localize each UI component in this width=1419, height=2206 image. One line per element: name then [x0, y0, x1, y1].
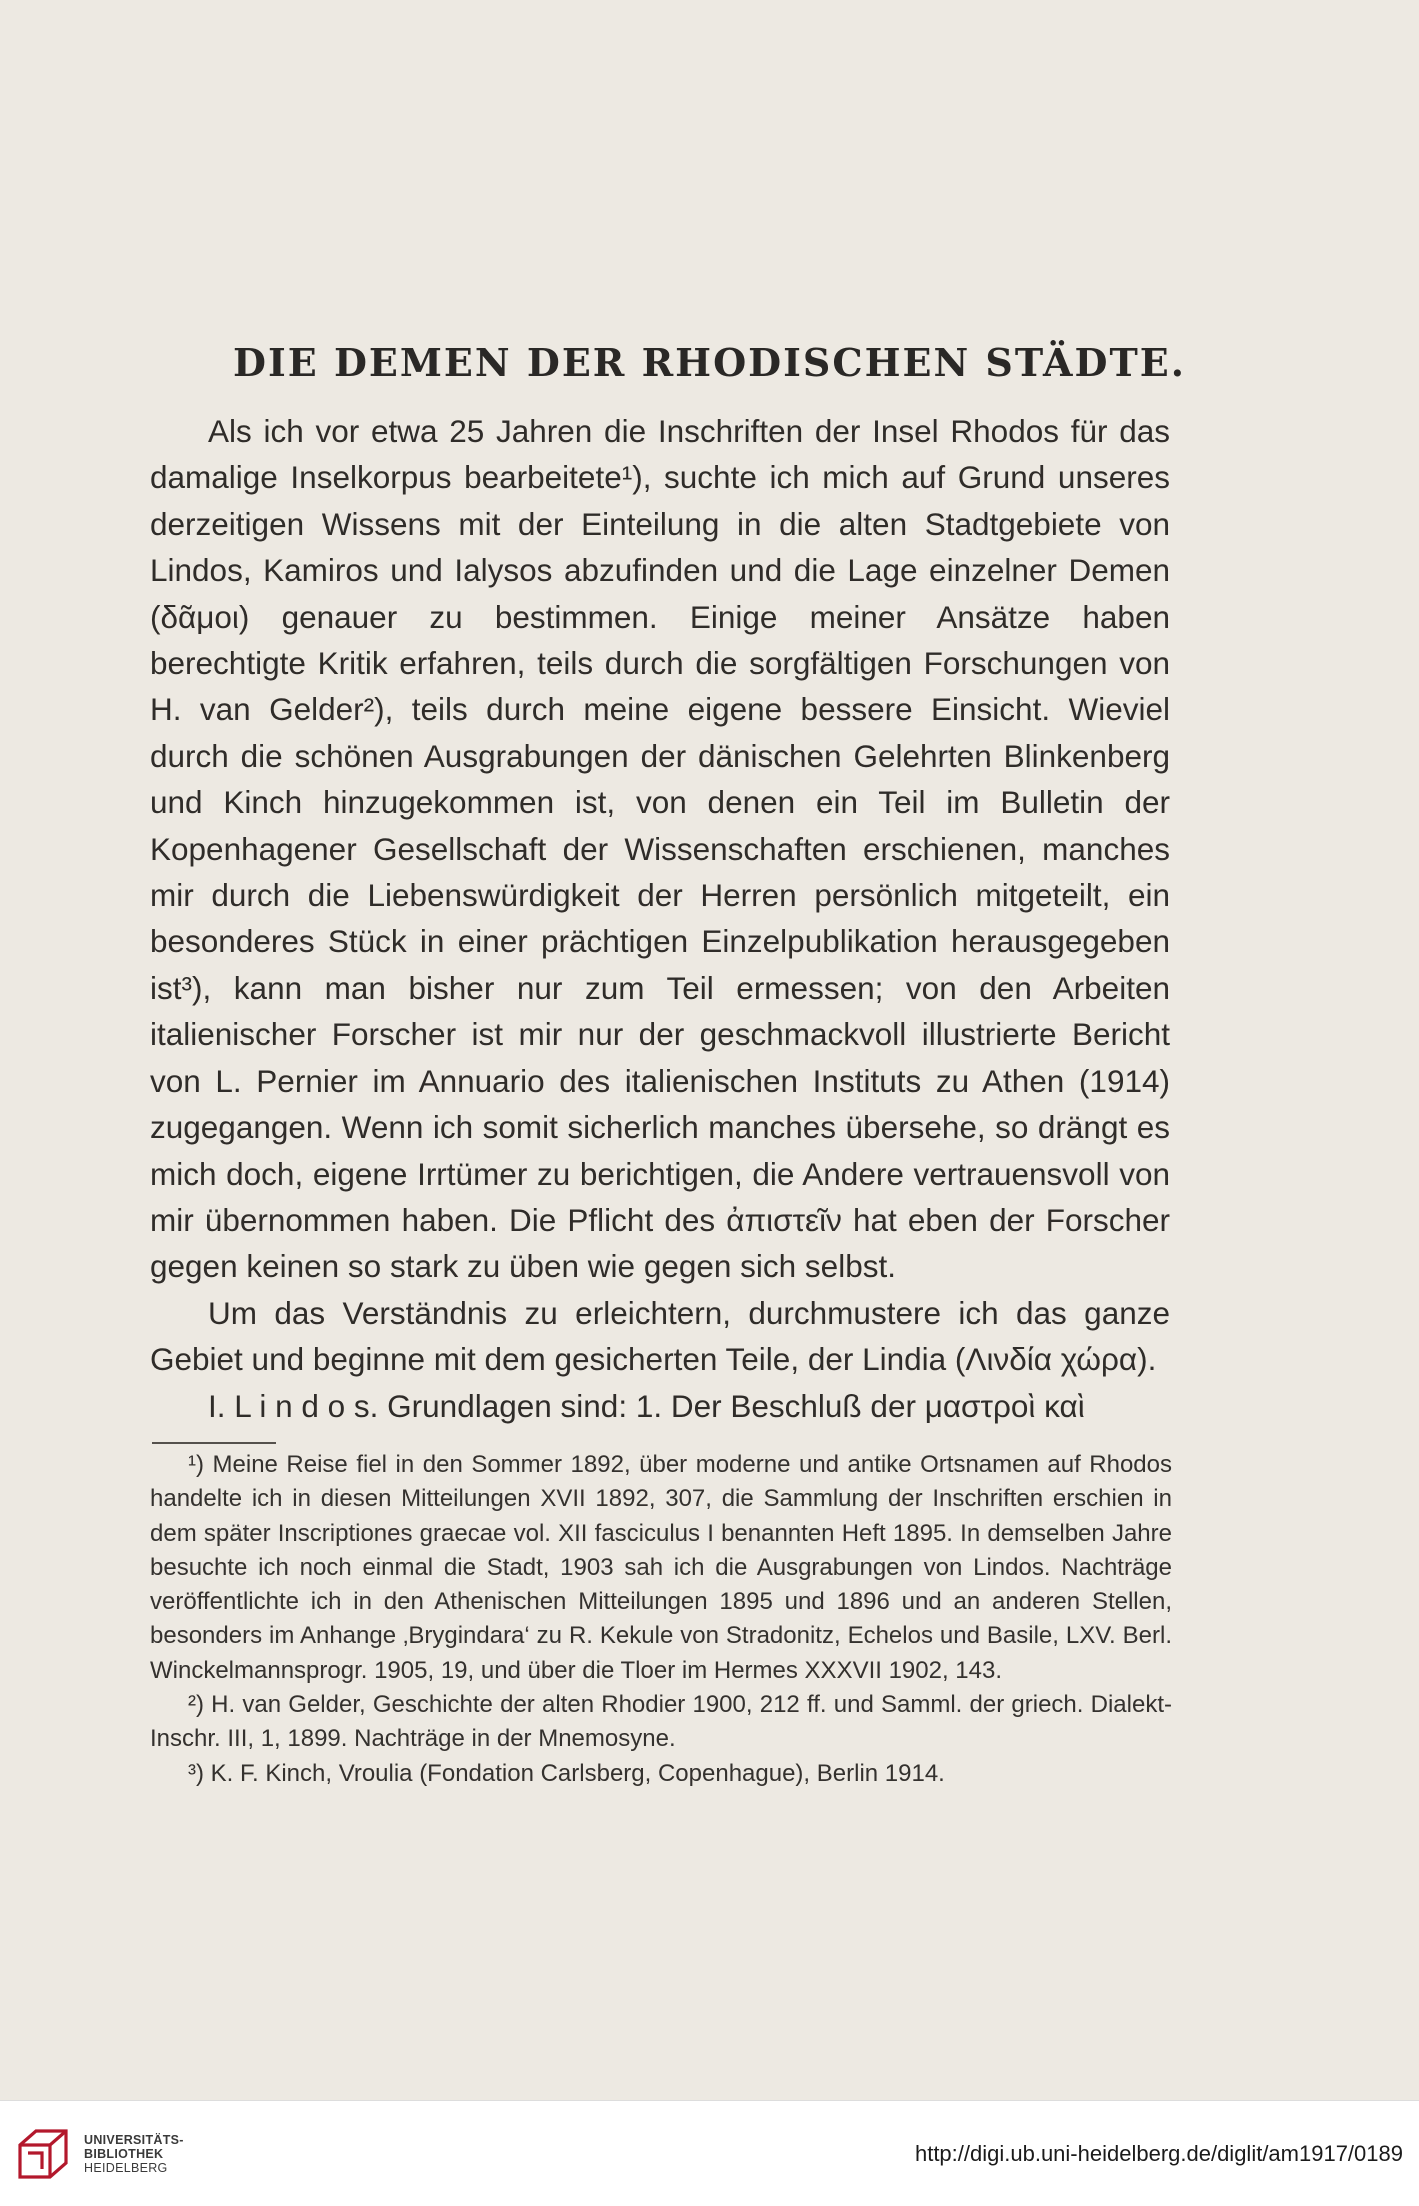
library-line-3: HEIDELBERG	[84, 2161, 168, 2175]
permalink-url[interactable]: http://digi.ub.uni-heidelberg.de/diglit/am1917/0189	[914, 2141, 1403, 2166]
footnotes	[150, 1448, 1172, 1791]
footnote-2: ²) H. van Gelder, Geschichte der alten Rhodier 1900, 212 ff. und Samml. der griech. Dialekt-Inschr. III, 1, 1899. Nachträge in der Mnemosyne.	[150, 1691, 1172, 1753]
footnote-3: ³) K. F. Kinch, Vroulia (Fondation Carlsberg, Copenhague), Berlin 1914.	[188, 1759, 945, 1787]
viewer-footer	[0, 2100, 1419, 2206]
footnote-1: ¹) Meine Reise fiel in den Sommer 1892, über moderne und antike Ortsnamen auf Rhodos handelte ich in diesen Mitteilungen XVII 1892, 307, die Sammlung der Inschriften erschien in dem später Inscriptiones graecae vol. XII fasciculus I benannten Heft 1895. In demselben Jahre besuchte ich noch einmal die Stadt, 1903 sah ich die Ausgrabungen von Lindos. Nachträge veröffentlichte ich in den Athenischen Mitteilungen 1895 und 1896 und an anderen Stellen, besonders im Anhange ‚Brygindara‘ zu R. Kekule von Stradonitz, Echelos und Basile, LXV. Berl. Winckelmannsprogr. 1905, 19, und über die Tloer im Hermes XXXVII 1902, 143.	[150, 1451, 1172, 1684]
body-text	[150, 408, 1170, 1429]
ub-heidelberg-logo-icon[interactable]	[14, 2125, 72, 2183]
paragraph-2: Um das Verständnis zu erleichtern, durchmustere ich das ganze Gebiet und beginne mit dem gesicherten Teile, der Lindia (Λινδία χώρα).	[150, 1294, 1170, 1378]
article-title: DIE DEMEN DER RHODISCHEN STÄDTE.	[233, 340, 1186, 385]
footnote-divider	[152, 1442, 276, 1444]
paragraph-3: I. L i n d o s. Grundlagen sind: 1. Der Beschluß der μαστροὶ καὶ	[208, 1387, 1085, 1424]
library-line-2: BIBLIOTHEK	[84, 2147, 164, 2161]
paragraph-1: Als ich vor etwa 25 Jahren die Inschriften der Insel Rhodos für das damalige Inselkorpus bearbeitete¹), suchte ich mich auf Grund unseres derzeitigen Wissens mit der Einteilung in die alten Stadtgebiete von Lindos, Kamiros und Ialysos abzufinden und die Lage einzelner Demen (δᾶμοι) genauer zu bestimmen. Einige meiner Ansätze haben berechtigte Kritik erfahren, teils durch die sorgfältigen Forschungen von H. van Gelder²), teils durch meine eigene bessere Einsicht. Wieviel durch die schönen Ausgrabungen der dänischen Gelehrten Blinkenberg und Kinch hinzugekommen ist, von denen ein Teil im Bulletin der Kopenhagener Gesellschaft der Wissenschaften erschienen, manches mir durch die Liebenswürdigkeit der Herren persönlich mitgeteilt, ein besonderes Stück in einer prächtigen Einzelpublikation herausgegeben ist³), kann man bisher nur zum Teil ermessen; von den Arbeiten italienischer Forscher ist mir nur der geschmackvoll illustrierte Bericht von L. Pernier im Annuario des italienischen Instituts zu Athen (1914) zugegangen. Wenn ich somit sicherlich manches übersehe, so drängt es mich doch, eigene Irrtümer zu berichtigen, die Andere vertrauensvoll von mir übernommen haben. Die Pflicht des ἀπιστεῖν hat eben der Forscher gegen keinen so stark zu üben wie gegen sich selbst.	[150, 413, 1170, 1285]
library-line-1: UNIVERSITÄTS-	[84, 2133, 184, 2147]
library-name[interactable]	[84, 2133, 184, 2175]
